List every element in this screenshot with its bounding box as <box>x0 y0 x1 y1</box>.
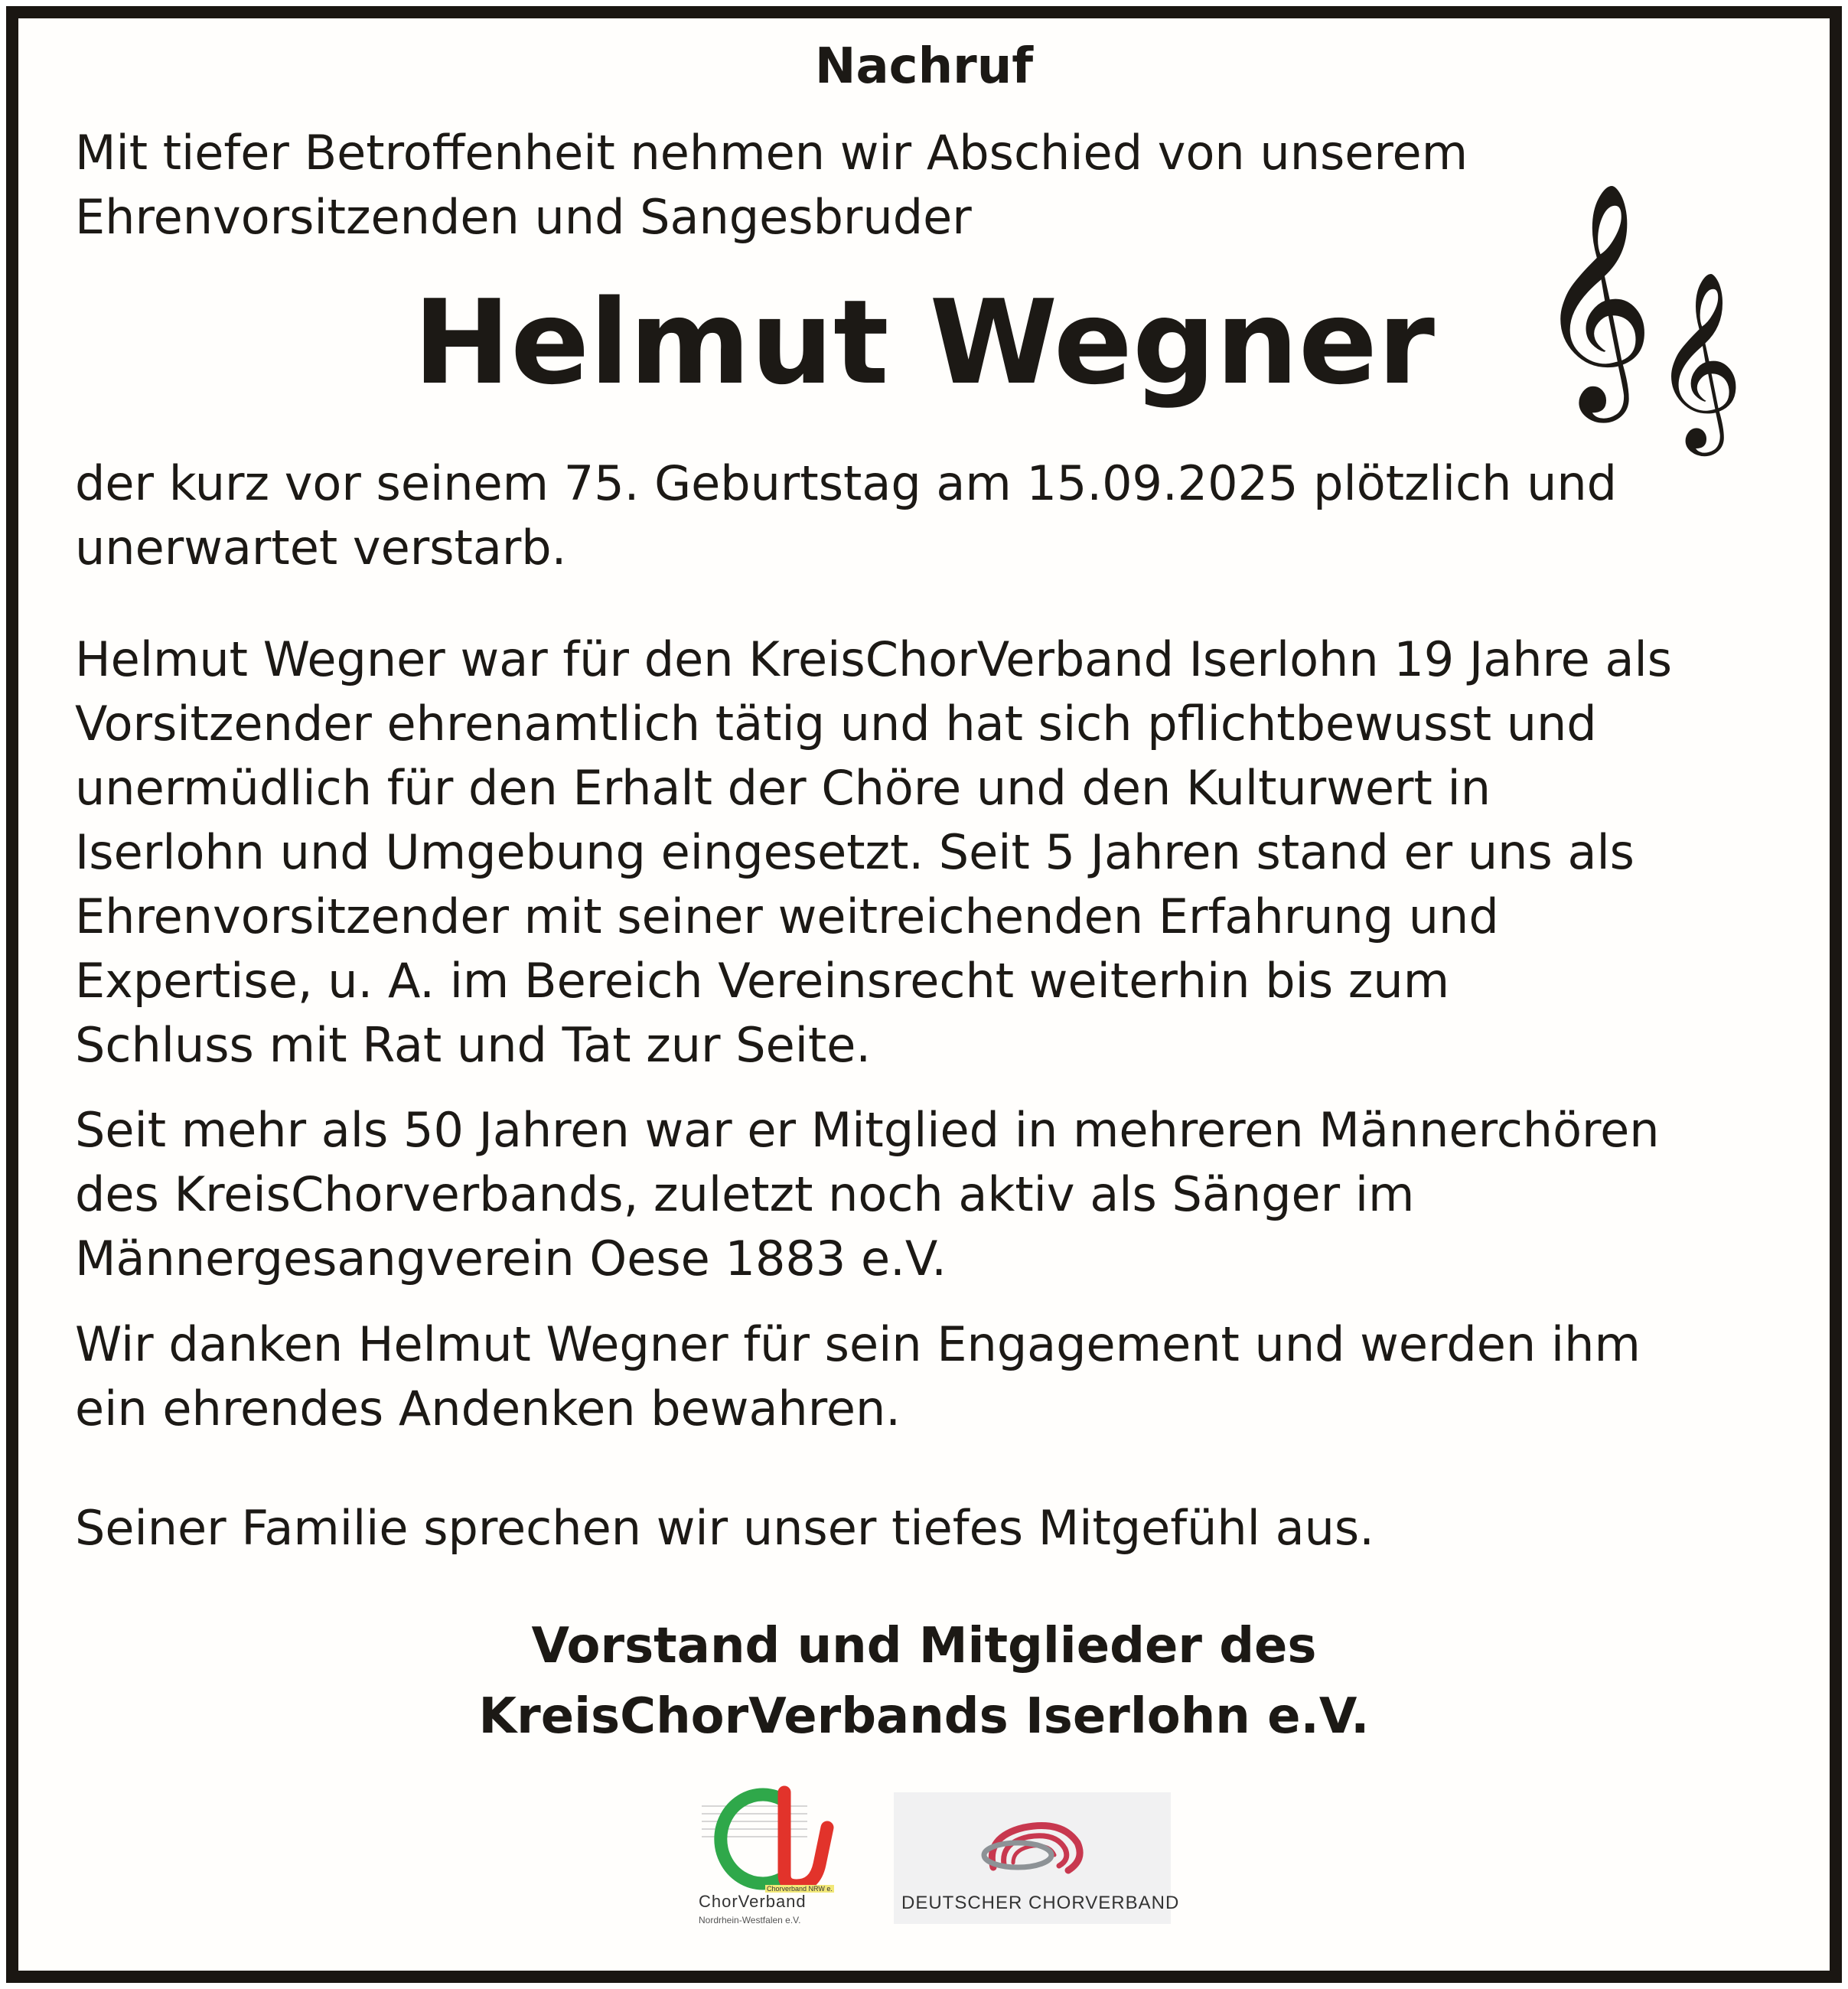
text-line: Ehrenvorsitzenden und Sangesbruder <box>75 189 972 245</box>
intro-text <box>75 121 1468 249</box>
text-line: des KreisChorverbands, zuletzt noch aktiv als Sänger im <box>75 1166 1415 1222</box>
chorverband-swoosh-icon <box>970 1806 1093 1883</box>
paragraph-membership <box>75 1098 1660 1291</box>
text-line: Seiner Familie sprechen wir unser tiefes Mitgefühl aus. <box>75 1500 1374 1556</box>
notice-heading: Nachruf <box>814 38 1034 95</box>
text-line: Schluss mit Rat und Tat zur Seite. <box>75 1017 872 1073</box>
text-line: ein ehrendes Andenken bewahren. <box>75 1381 901 1436</box>
text-line: Männergesangverein Oese 1883 e.V. <box>75 1231 947 1286</box>
paragraph-condolence <box>75 1496 1374 1560</box>
text-line: Ehrenvorsitzender mit seiner weitreichenden Erfahrung und <box>75 889 1499 944</box>
treble-clef-icon: 𝄞 <box>1537 181 1654 412</box>
text-line: KreisChorVerbands Iserlohn e.V. <box>478 1688 1370 1745</box>
text-line: Vorstand und Mitglieder des <box>531 1618 1317 1674</box>
text-line: Iserlohn und Umgebung eingesetzt. Seit 5 Jahren stand er uns als <box>75 824 1635 880</box>
text-line: unermüdlich für den Erhalt der Chöre und den Kulturwert in <box>75 760 1491 816</box>
paragraph-death <box>75 452 1617 580</box>
deceased-name: Helmut Wegner <box>413 275 1435 410</box>
signature <box>0 1611 1848 1752</box>
text-line: Mit tiefer Betroffenheit nehmen wir Abschied von unserem <box>75 125 1468 181</box>
text-line: der kurz vor seinem 75. Geburtstag am 15.09.2025 plötzlich und <box>75 455 1618 511</box>
paragraph-thanks <box>75 1312 1641 1441</box>
text-line: unerwartet verstarb. <box>75 520 567 576</box>
chorverband-name: ChorVerband <box>699 1892 807 1911</box>
text-line: Expertise, u. A. im Bereich Vereinsrecht weiterhin bis zum <box>75 953 1450 1009</box>
chorverband-badge: Chorverband NRW e. <box>767 1885 833 1893</box>
treble-clef-icon: 𝄞 <box>1653 270 1744 448</box>
text-line: Vorsitzender ehrenamtlich tätig und hat sich pflichtbewusst und <box>75 696 1597 752</box>
text-line: Seit mehr als 50 Jahren war er Mitglied in mehreren Männerchören <box>75 1102 1660 1158</box>
text-line: Wir danken Helmut Wegner für sein Engagement und werden ihm <box>75 1316 1641 1372</box>
text-line: Helmut Wegner war für den KreisChorVerband Iserlohn 19 Jahre als <box>75 631 1672 687</box>
chorverband-subtitle: Nordrhein-Westfalen e.V. <box>699 1915 801 1925</box>
deutscher-chorverband-name: DEUTSCHER CHORVERBAND <box>901 1893 1180 1913</box>
paragraph-service <box>75 628 1672 1078</box>
